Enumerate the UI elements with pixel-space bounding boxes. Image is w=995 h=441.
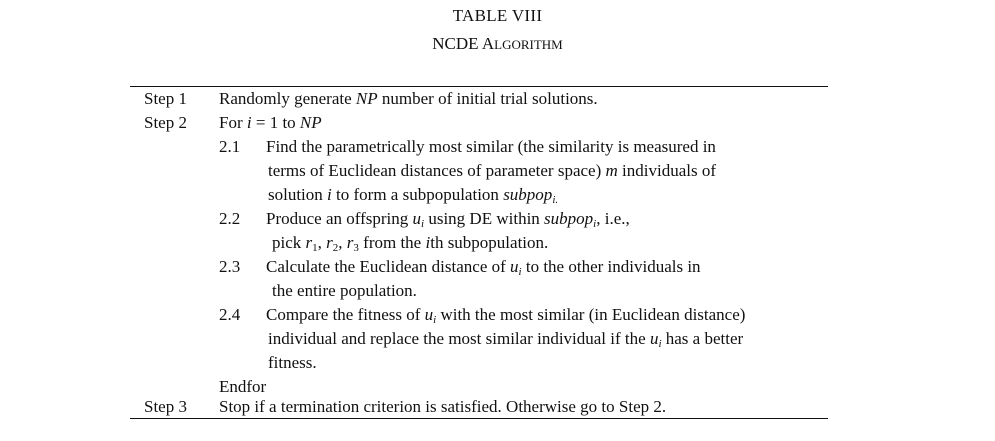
table-bottom-rule [130,418,828,419]
substep-2-4-line2: individual and replace the most similar individual if the $u_i$ has a better [268,329,744,350]
substep-2-3-number: 2.3 [219,257,241,276]
step-3-label: Step 3 [144,397,187,416]
table-caption-title [0,34,995,54]
step-1-text: Randomly generate NP number of initial trial solutions. [219,89,598,108]
title-main: NCDE A [432,34,495,53]
var-NP: NP [355,89,378,108]
substep-2-3-line2: the entire population. [272,281,417,300]
table-top-rule [130,86,828,87]
substep-2-2-line1: Produce an offspring $u_i$ using DE within subpop$_i$, i.e., [266,209,630,230]
substep-2-4-line1: Compare the fitness of $u_i$ with the most similar (in Euclidean distance) [266,305,746,326]
step-2-text: For i = 1 to NP [219,113,322,132]
substep-2-2-number: 2.2 [219,209,241,228]
title-smallcaps: LGORITHM [494,37,563,52]
substep-2-2-line2: pick $r_1$, $r_2$, $r_3$ from the ith subpopulation. [272,233,549,254]
endfor-text: Endfor [219,377,267,396]
substep-2-1-line3: solution i to form a subpopulation subpop$_{i.}$ [268,185,559,206]
substep-2-1-number: 2.1 [219,137,241,156]
step-3-text: Stop if a termination criterion is satisfied. Otherwise go to Step 2. [219,397,667,416]
substep-2-3-line1: Calculate the Euclidean distance of $u_i$ to the other individuals in [266,257,701,278]
step-2-label: Step 2 [144,113,187,132]
table-caption-label: TABLE VIII [452,6,543,25]
step-1-label: Step 1 [144,89,187,108]
substep-2-1-line2: terms of Euclidean distances of parameter space) m individuals of [268,161,716,180]
substep-2-4-number: 2.4 [219,305,241,324]
substep-2-4-line3: fitness. [268,353,317,372]
substep-2-1-line1: Find the parametrically most similar (the similarity is measured in [266,137,716,156]
